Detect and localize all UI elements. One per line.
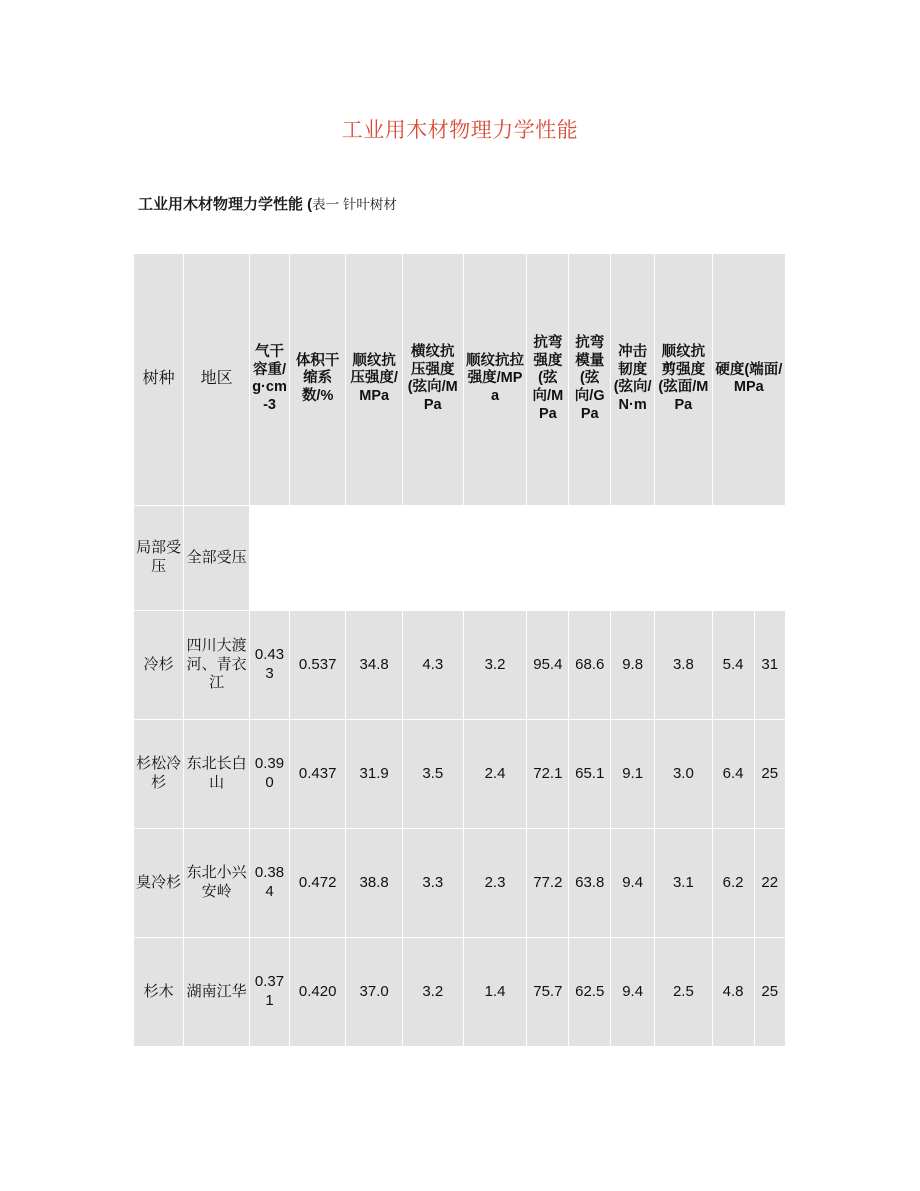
wood-properties-table [133, 253, 786, 1047]
cell-value: 0.390 [250, 719, 290, 828]
header-cell-region: 地区 [184, 253, 250, 505]
cell-value: 31.9 [346, 719, 403, 828]
header-cell-air-dry-density: 气干容重/g·cm-3 [250, 253, 290, 505]
cell-value: 4.3 [402, 610, 463, 719]
table-row [134, 828, 786, 937]
cell-value: 9.4 [611, 828, 655, 937]
cell-value: 1.4 [463, 937, 527, 1046]
subheader-blank-cell [250, 505, 786, 610]
cell-species: 杉木 [134, 937, 184, 1046]
header-cell-volumetric-shrinkage: 体积干缩系数/% [289, 253, 346, 505]
table-subheader-row [134, 505, 786, 610]
cell-value: 3.0 [655, 719, 713, 828]
cell-value: 38.8 [346, 828, 403, 937]
page-title: 工业用木材物理力学性能 [341, 119, 579, 142]
table-caption [0, 143, 920, 215]
cell-value: 2.3 [463, 828, 527, 937]
cell-value: 0.537 [289, 610, 346, 719]
header-cell-compressive-perpendicular: 横纹抗压强度(弦向/MPa [402, 253, 463, 505]
cell-value: 22 [754, 828, 786, 937]
cell-value: 4.8 [712, 937, 754, 1046]
cell-region: 东北长白山 [184, 719, 250, 828]
cell-value: 3.3 [402, 828, 463, 937]
header-cell-tensile-parallel: 顺纹抗拉强度/MPa [463, 253, 527, 505]
cell-region: 东北小兴安岭 [184, 828, 250, 937]
cell-value: 0.384 [250, 828, 290, 937]
cell-value: 2.4 [463, 719, 527, 828]
header-cell-impact-toughness: 冲击韧度(弦向/N·m [611, 253, 655, 505]
cell-value: 25 [754, 937, 786, 1046]
cell-species: 杉松冷杉 [134, 719, 184, 828]
header-cell-bending-strength: 抗弯强度(弦向/MPa [527, 253, 569, 505]
cell-region: 四川大渡河、青衣江 [184, 610, 250, 719]
caption-bold: 工业用木材物理力学性能 ( [138, 196, 313, 214]
header-cell-bending-modulus: 抗弯模量(弦向/GPa [569, 253, 611, 505]
cell-value: 95.4 [527, 610, 569, 719]
table-header-row [134, 253, 786, 505]
cell-value: 0.437 [289, 719, 346, 828]
cell-value: 65.1 [569, 719, 611, 828]
cell-value: 9.8 [611, 610, 655, 719]
cell-value: 72.1 [527, 719, 569, 828]
subheader-cell-full-compression: 全部受压 [184, 505, 250, 610]
header-cell-compressive-parallel: 顺纹抗压强度/MPa [346, 253, 403, 505]
cell-species: 冷杉 [134, 610, 184, 719]
cell-value: 31 [754, 610, 786, 719]
cell-value: 9.1 [611, 719, 655, 828]
header-cell-species: 树种 [134, 253, 184, 505]
cell-value: 3.5 [402, 719, 463, 828]
cell-value: 0.420 [289, 937, 346, 1046]
cell-value: 63.8 [569, 828, 611, 937]
cell-value: 9.4 [611, 937, 655, 1046]
cell-value: 2.5 [655, 937, 713, 1046]
cell-value: 5.4 [712, 610, 754, 719]
cell-species: 臭冷杉 [134, 828, 184, 937]
header-cell-hardness: 硬度(端面/MPa [712, 253, 785, 505]
cell-value: 3.1 [655, 828, 713, 937]
cell-value: 3.2 [463, 610, 527, 719]
caption-light: 表一 针叶树材 [312, 197, 397, 213]
cell-region: 湖南江华 [184, 937, 250, 1046]
cell-value: 0.371 [250, 937, 290, 1046]
cell-value: 3.8 [655, 610, 713, 719]
cell-value: 77.2 [527, 828, 569, 937]
header-cell-shear-parallel: 顺纹抗剪强度(弦面/MPa [655, 253, 713, 505]
cell-value: 3.2 [402, 937, 463, 1046]
cell-value: 68.6 [569, 610, 611, 719]
table-row [134, 719, 786, 828]
cell-value: 25 [754, 719, 786, 828]
cell-value: 34.8 [346, 610, 403, 719]
table-row [134, 937, 786, 1046]
cell-value: 62.5 [569, 937, 611, 1046]
cell-value: 0.433 [250, 610, 290, 719]
table-row [134, 610, 786, 719]
cell-value: 37.0 [346, 937, 403, 1046]
cell-value: 0.472 [289, 828, 346, 937]
cell-value: 6.4 [712, 719, 754, 828]
cell-value: 6.2 [712, 828, 754, 937]
subheader-cell-local-compression: 局部受压 [134, 505, 184, 610]
cell-value: 75.7 [527, 937, 569, 1046]
